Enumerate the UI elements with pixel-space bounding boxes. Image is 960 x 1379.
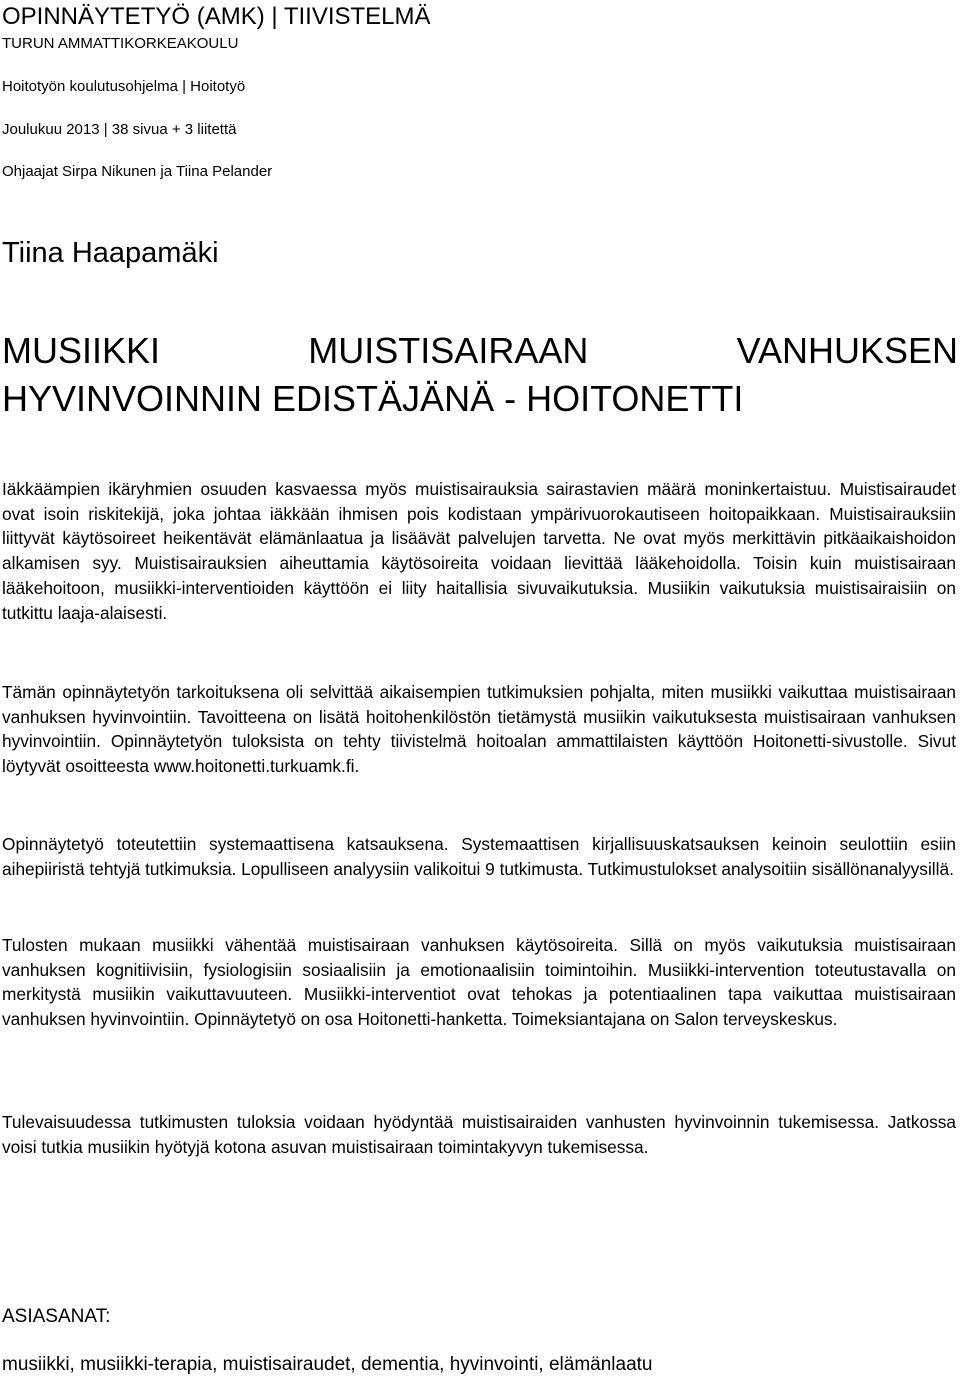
- supervisors: Ohjaajat Sirpa Nikunen ja Tiina Pelander: [2, 163, 273, 180]
- institution-name: TURUN AMMATTIKORKEAKOULU: [2, 35, 239, 52]
- keywords-heading: ASIASANAT:: [2, 1306, 111, 1327]
- degree-programme: Hoitotyön koulutusohjelma | Hoitotyö: [2, 78, 246, 95]
- abstract-paragraph: Tulevaisuudessa tutkimusten tuloksia voidaan hyödyntää muistisairaiden vanhusten hyvinvoinnin tukemisessa. Jatkossa voisi tutkia musiikin hyötyjä kotona asuvan muistisairaan toimintakyvyn tukemisessa.: [2, 1112, 956, 1157]
- document-type-heading: OPINNÄYTETYÖ (AMK) | TIIVISTELMÄ: [2, 3, 431, 30]
- abstract-paragraph: Tämän opinnäytetyön tarkoituksena oli selvittää aikaisempien tutkimuksien pohjalta, miten musiikki vaikuttaa muistisairaan vanhuksen hyvinvointiin. Tavoitteena on lisätä hoitohenkilöstön tietämystä musiikin vaikutuksesta muistisairaan vanhuksen hyvinvointiin. Opinnäytetyön tuloksista on tehty tiivistelmä hoitoalan ammattilaisten käyttöön Hoitonetti-sivustolle. Sivut löytyvät osoitteesta www.hoitonetti.turkuamk.fi.: [2, 682, 956, 777]
- abstract-paragraph: Iäkkäämpien ikäryhmien osuuden kasvaessa myös muistisairauksia sairastavien määrä moninkertaistuu. Muistisairaudet ovat isoin riskitekijä, joka johtaa iäkkään ihmisen pois kodistaan ympärivuorokautiseen hoitopaikkaan. Muistisairauksiin liittyvät käytösoireet heikentävät elämänlaatua ja lisäävät palvelujen tarvetta. Ne ovat myös merkittävin pitkäaikaishoidon alkamisen syy. Muistisairauksien aiheuttamia käytösoireita voidaan lievittää lääkehoidolla. Toisin kuin muistisairaan lääkehoitoon, musiikki-interventioiden käyttöön ei liity haitallisia sivuvaikutuksia. Musiikin vaikutuksia muistisairaisiin on tutkittu laaja-alaisesti.: [2, 479, 956, 623]
- keywords-list: musiikki, musiikki-terapia, muistisairaudet, dementia, hyvinvointi, elämänlaatu: [2, 1354, 653, 1375]
- thesis-title-line-2: HYVINVOINNIN EDISTÄJÄNÄ - HOITONETTI: [2, 378, 744, 419]
- date-and-pages: Joulukuu 2013 | 38 sivua + 3 liitettä: [2, 121, 237, 138]
- author-name: Tiina Haapamäki: [2, 237, 219, 269]
- thesis-title-line-1: MUSIIKKI MUISTISAIRAAN VANHUKSEN: [2, 330, 958, 371]
- abstract-paragraph: Tulosten mukaan musiikki vähentää muistisairaan vanhuksen käytösoireita. Sillä on myös vaikutuksia muistisairaan vanhuksen kognitiivisiin, fysiologisiin sosiaalisiin ja emotionaalisiin toimintoihin. Musiikki-intervention toteutustavalla on merkitystä musiikin vaikuttavuuteen. Musiikki-interventiot ovat tehokas ja potentiaalinen tapa vaikuttaa muistisairaan vanhuksen hyvinvointiin. Opinnäytetyö on osa Hoitonetti-hanketta. Toimeksiantajana on Salon terveyskeskus.: [2, 935, 956, 1030]
- abstract-paragraph: Opinnäytetyö toteutettiin systemaattisena katsauksena. Systemaattisen kirjallisuuskatsauksen keinoin seulottiin esiin aihepiiristä tehtyjä tutkimuksia. Lopulliseen analyysiin valikoitui 9 tutkimusta. Tutkimustulokset analysoitiin sisällönanalyysillä.: [2, 834, 956, 879]
